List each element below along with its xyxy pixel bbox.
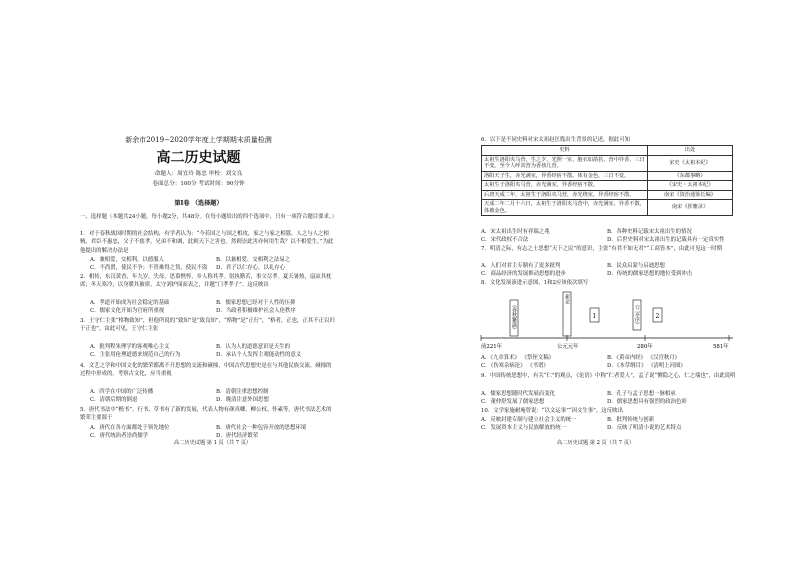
table-row — [482, 190, 733, 200]
timeline-item-2: 1 — [592, 313, 597, 320]
q1-option-a: A．兼相爱，交相利，以德服人 — [90, 257, 164, 263]
q5-option-b: B．唐代社会一种包容开放的思想环境 — [216, 425, 307, 431]
table-header-cell: 出处 — [648, 146, 733, 156]
q6-option-a: A．宋太祖出生时有祥瑞之兆 — [481, 229, 550, 235]
q10-option-b: B．批判传统与创新 — [607, 417, 655, 423]
q10-option-c: C．发展资本主义与民族解放的统一 — [481, 425, 566, 431]
q3-option-c: C．主张用伦理道德来规范自己的行为 — [90, 352, 181, 358]
q9-option-c: C．董仲舒发展了儒家思想 — [481, 399, 545, 405]
sources-table — [481, 145, 733, 216]
q5-option-a: A．唐代在各方面都处于领先地位 — [90, 425, 170, 431]
timeline-item-3: 《兰亭序》 — [634, 302, 640, 327]
q8-option-b: B．《黄帝内经》 《汉宫秋月》 — [607, 355, 681, 361]
q5-option-d: D．唐代经济繁荣 — [216, 433, 259, 439]
q3-option-a: A．批判程朱理学的客观唯心主义 — [90, 344, 170, 350]
question-2: 2．相传，东汉黄香，年九岁，失母，思慕憔悴，乡人称其孝。躬执勤苦，事父尽孝。夏天暑热，扇凉其枕席；冬天寒冷，以身暖其被席。太守刘护闻而表之，并题“门孝孝子”。这反映出 — [80, 274, 332, 289]
q2-option-d: D．当政者积极维护社会人伦秩序 — [216, 308, 296, 314]
q7-option-a: A．人们对君主专制有了更多批判 — [481, 263, 561, 269]
table-row — [482, 171, 733, 181]
q9-option-d: D．儒家思想具有强烈的政治色彩 — [607, 399, 687, 405]
exam-header: 新余市2019−2020学年度上学期期末质量检测 — [125, 136, 272, 144]
table-cell-text: 后唐天成二年，太祖生于洛阳夹马营，赤光绕室，异香经宿不散。 — [482, 190, 648, 200]
timeline-item-4: 2 — [655, 313, 660, 320]
timeline-label-1: 公元元年 — [557, 344, 579, 350]
q10-option-d: D．反映了明清小说的艺术特点 — [607, 425, 682, 431]
q8-option-d: D．《本草纲目》 《清明上河图》 — [607, 363, 686, 369]
table-cell-source: 南宋《资治通鉴长编》 — [648, 190, 733, 200]
table-cell-text: 太祖生洛阳夹马营，生之夕，光照一室，胞衣如菡萏，营中异香，三日不变。至今人呼其营为香孩儿营。 — [482, 155, 648, 171]
question-6: 6．以下是不同史料对宋太祖赵匡胤出生背景的记述，据此可知 — [481, 137, 630, 143]
question-1: 1．对于春秋战国时期的社会结构，有学者认为：“今若国之与国之相攻，家之与家之相篡，人之与人之相贼，君臣不惠忠，父子不慈孝，兄弟不和调，此则天下之害也。然则崇此害亦何用生哉？以不相爱生。”为此他提出的解决办法是 — [80, 231, 334, 254]
authors-line: 命题人：周宜玲 陈忠 审校：刘文良 — [154, 171, 243, 177]
q2-option-c: C．儒家文化开始为官府所重视 — [90, 308, 165, 314]
timeline-item-1: 新论 — [564, 294, 570, 304]
q7-option-d: D．传统的儒家思想的地位受到冲击 — [607, 271, 693, 277]
question-10: 10．文学家施耐庵曾说：“以文运事”“因文生事”。这反映出 — [481, 408, 623, 414]
score-time-line: 卷面总分：100分 考试时间：90分钟 — [152, 181, 245, 187]
q4-option-d: D．晚清注意外国思想 — [216, 397, 269, 403]
q10-option-a: A．反映封建专制与建立社会主义的统一 — [481, 417, 577, 423]
page-title: 高二历史试题 — [156, 150, 241, 166]
table-header-row — [482, 146, 733, 156]
table-row — [482, 155, 733, 171]
table-cell-text: 洛阳天子生，赤光满室，异香经宿不散。体有金色，三日不变。 — [482, 171, 648, 181]
q2-option-b: B．儒家思想已经对于人性的压抑 — [216, 300, 296, 306]
table-row — [482, 181, 733, 191]
q1-option-c: C．不尚贤，使民不争；不贵难得之货，使民不盗 — [90, 265, 208, 271]
instructions: 一、选择题（本题共24小题，每小题2分，共48分。在每小题给出的四个选项中，只有一项符合题目要求。） — [80, 214, 338, 220]
q3-option-b: B．认为人的道德意识是天生的 — [216, 344, 291, 350]
table-cell-source: 《宋史・太祖本纪》 — [648, 181, 733, 191]
right-page — [397, 0, 794, 561]
question-3: 3．王守仁主张“格物致知”，但他所说的“致知”是“致良知”，“格物”是“正行”，“格者，正也，正其不正以归于正也”。由此可见，王守仁主张 — [80, 318, 335, 333]
table-header-cell: 史料 — [482, 146, 648, 156]
timeline-item-0: 《春秋繁露》 — [511, 302, 517, 332]
page-footer: 高二历史试题 第 1 页（共 7 页） — [174, 440, 252, 446]
table-cell-source: 《东都事略》 — [648, 171, 733, 181]
question-7: 7．明清之际，有志之士思想“天下之民”的意识，主张“有君不如无君”“工商皆本”，由此可见这一时期 — [481, 246, 722, 252]
timeline-label-2: 280年 — [637, 344, 653, 350]
q5-option-c: C．唐代统治者崇尚儒学 — [90, 433, 149, 439]
q2-option-a: A．孝道开始成为社会稳定的基础 — [90, 300, 170, 306]
q8-option-c: C．《伤寒杂病论》 《书谱》 — [481, 363, 549, 369]
q4-option-c: C．清朝后期的倒退 — [90, 397, 138, 403]
q6-option-b: B．各种史料记载宋太祖出生的情况 — [607, 229, 692, 235]
q9-option-a: A．儒家思想随时代发展而变化 — [481, 391, 555, 397]
q1-option-b: B．以兼相爱、交相利之法易之 — [216, 257, 291, 263]
question-4: 4．文艺之学和中国文化的繁荣都离不开思想的交流和碰撞，中国古代思想史是在与其他民族交流、碰撞的过程中形成的。考察古文化，应当重视 — [80, 363, 332, 378]
q7-option-c: C．商品经济的发展推动思想的进步 — [481, 271, 566, 277]
timeline-diagram — [477, 284, 737, 350]
question-5: 5．唐代书法中“楷书”，行书、草书有了新的发展，代表人物有颜真卿、柳公权、怀素等。唐代书法艺术的繁荣主要源于 — [80, 407, 332, 422]
table-cell-text: 天成二年二月十六日，太祖生于洛阳夹马营中，赤光满室，异香不散，体被金色。 — [482, 200, 648, 216]
q8-option-a: A．《九章算术》 《祭侄文稿》 — [481, 355, 554, 361]
q4-option-a: A．四学在中国的广泛传播 — [90, 389, 154, 395]
page-footer: 高二历史试题 第 2 页（共 7 页） — [557, 440, 635, 446]
table-cell-source: 南宋《挥麈录》 — [648, 200, 733, 216]
table-cell-text: 太祖生于洛阳夹马营。赤光满室，异香经宿不散。 — [482, 181, 648, 191]
table-cell-source: 宋史《太祖本纪》 — [648, 155, 733, 171]
question-8: 8．文化发展演进示意图，1和2应该依次填写 — [481, 280, 589, 286]
q6-option-d: D．后世史料对宋太祖出生的记载具有一定真实性 — [607, 237, 725, 243]
q9-option-b: B．孔子与孟子思想一脉相承 — [607, 391, 676, 397]
question-9: 9．中国传统思想中，有关“仁”的观点，《论语》中称“仁者爱人”，孟子说“恻隐之心，仁之端也”，由此说明 — [481, 373, 736, 379]
q6-option-c: C．宋代政权不合法 — [481, 237, 529, 243]
q3-option-d: D．承认个人发挥主观能动性的意义 — [216, 352, 302, 358]
timeline-label-3: 581年 — [713, 344, 729, 350]
timeline-label-0: 前221年 — [481, 344, 503, 350]
table-row — [482, 200, 733, 216]
section-heading: 第Ⅰ卷 （选择题） — [174, 200, 223, 207]
q7-option-b: B．民众启蒙与启迪思想 — [607, 263, 665, 269]
q4-option-b: B．清朝注重思想控制 — [216, 389, 269, 395]
q1-option-d: D．君子以仁存心，以礼存心 — [216, 265, 286, 271]
